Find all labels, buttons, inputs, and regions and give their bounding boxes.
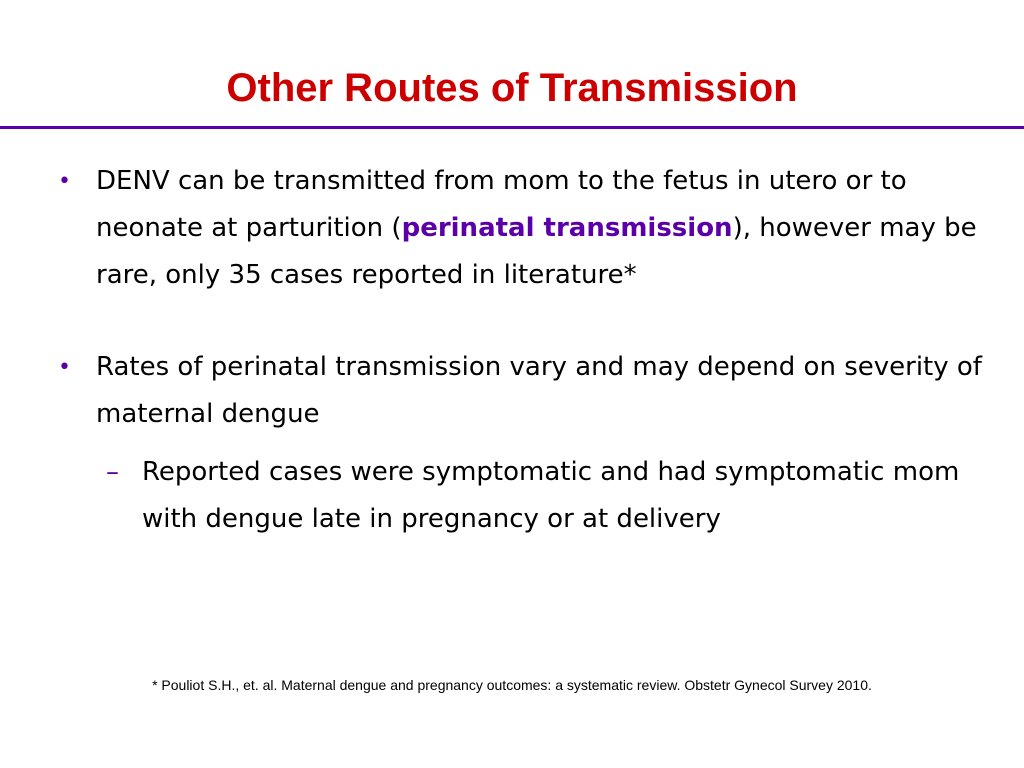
footnote-citation: * Pouliot S.H., et. al. Maternal dengue and pregnancy outcomes: a systematic review. Obstetr Gynecol Survey 2010. — [152, 677, 872, 693]
bullet-text: Rates of perinatal transmission vary and may depend on severity of maternal dengue — [96, 352, 982, 429]
bullet-text — [96, 166, 977, 290]
dash-icon: – — [106, 457, 119, 487]
bullet-icon: • — [58, 355, 71, 380]
bullet-item — [58, 158, 1008, 299]
bullet-item — [58, 344, 1008, 438]
sub-bullet-item — [58, 449, 1008, 543]
bullet-icon: • — [58, 169, 71, 194]
sub-bullet-text: Reported cases were symptomatic and had symptomatic mom with dengue late in pregnancy or at delivery — [142, 457, 960, 534]
highlight-term: perinatal transmission — [401, 213, 733, 243]
title-divider — [0, 126, 1024, 129]
slide-title: Other Routes of Transmission — [226, 66, 798, 110]
bullet-text-end: ), however may be rare, only 35 cases reported in literature* — [96, 213, 977, 290]
bullet-text-start: DENV can be transmitted from mom to the fetus in utero or to neonate at parturition ( — [96, 166, 907, 243]
slide-body — [58, 158, 1008, 543]
